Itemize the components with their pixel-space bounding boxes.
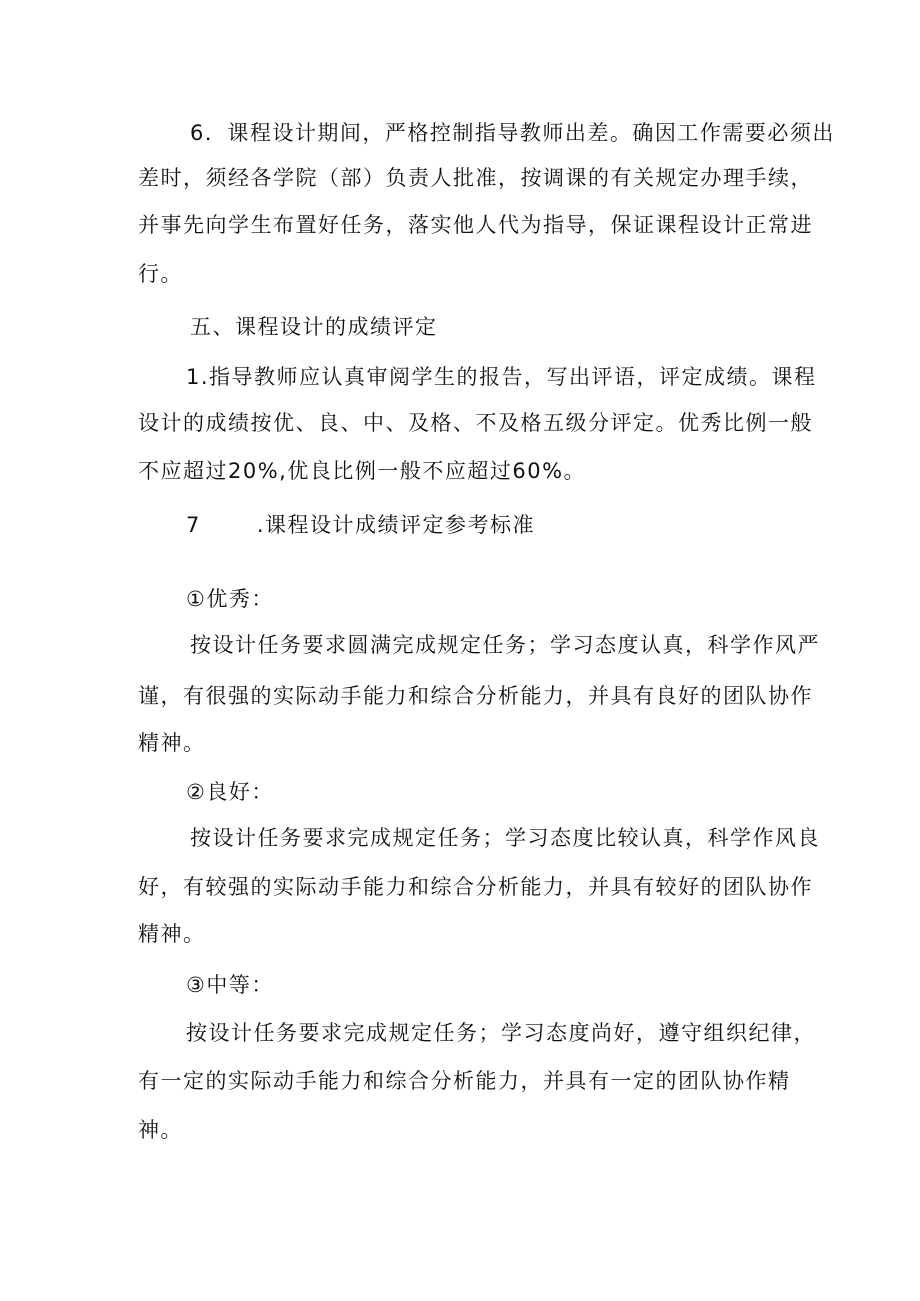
section6-line-4: 行。 [138,262,183,286]
excellent-line-1: 按设计任务要求圆满完成规定任务；学习态度认真，科学作风严 [190,633,820,657]
item7-text: .课程设计成绩评定参考标准 [256,513,536,537]
item1-line-1: 1.指导教师应认真审阅学生的报告，写出评语，评定成绩。课程 [186,365,817,389]
item7-number: 7 [186,513,201,537]
good-line-1: 按设计任务要求完成规定任务；学习态度比较认真，科学作风良 [190,826,820,850]
good-line-2: 好，有较强的实际动手能力和综合分析能力，并具有较好的团队协作 [138,875,813,899]
medium-label: ③中等： [186,973,274,997]
excellent-line-3: 精神。 [138,731,206,755]
item7-heading [186,510,846,540]
section6-line-2: 差时，须经各学院（部）负责人批准，按调课的有关规定办理手续， [138,166,813,190]
excellent-line-2: 谨，有很强的实际动手能力和综合分析能力，并具有良好的团队协作 [138,684,813,708]
excellent-label: ①优秀： [186,587,274,611]
item1-line-2: 设计的成绩按优、良、中、及格、不及格五级分评定。优秀比例一般 [138,411,813,435]
good-line-3: 精神。 [138,922,206,946]
section6-line-3: 并事先向学生布置好任务，落实他人代为指导，保证课程设计正常进 [138,213,813,237]
good-label: ②良好： [186,780,274,804]
medium-line-3: 神。 [138,1118,183,1142]
section-heading-grade-evaluation: 五、课程设计的成绩评定 [190,315,438,339]
item1-line-3: 不应超过20%,优良比例一般不应超过60%。 [138,459,587,483]
medium-line-1: 按设计任务要求完成规定任务；学习态度尚好，遵守组织纪律， [186,1021,816,1045]
medium-line-2: 有一定的实际动手能力和综合分析能力，并具有一定的团队协作精 [138,1069,791,1093]
section6-line-1: 6．课程设计期间，严格控制指导教师出差。确因工作需要必须出 [190,121,835,145]
